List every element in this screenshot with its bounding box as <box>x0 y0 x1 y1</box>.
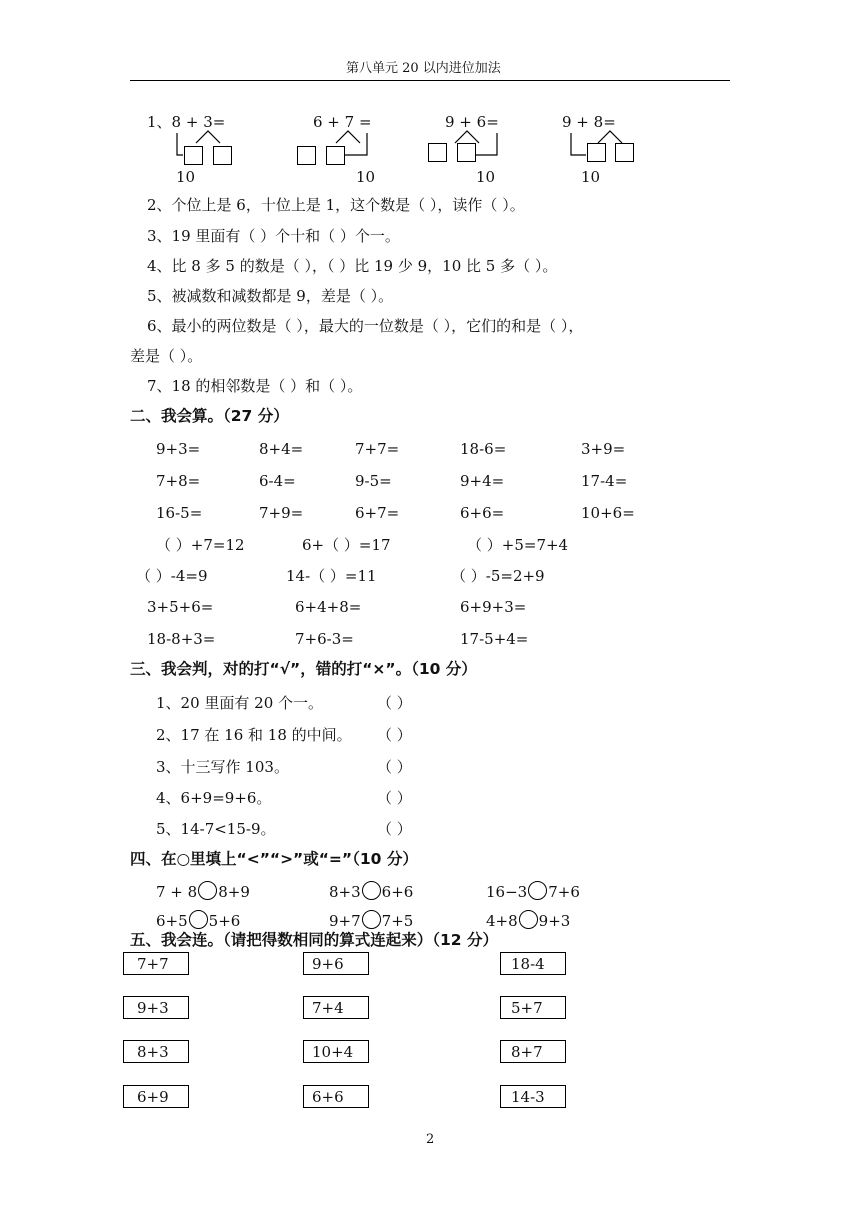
split-ten-label: 10 <box>356 168 376 186</box>
match-box[interactable]: 8+7 <box>500 1040 566 1063</box>
compare-circle[interactable] <box>362 910 381 929</box>
match-box[interactable]: 18-4 <box>500 952 566 975</box>
judge-item: 5、14-7<15-9。 <box>156 820 276 838</box>
calc-item: （ ）+7=12 <box>156 536 245 554</box>
calc-item: 6+7= <box>355 504 400 522</box>
calc-item: 16-5= <box>156 504 203 522</box>
question-7: 7、18 的相邻数是（ ）和（ ）。 <box>147 377 363 395</box>
match-box[interactable]: 7+7 <box>123 952 189 975</box>
calc-item: （ ）-4=9 <box>136 567 208 585</box>
calc-item: 7+6-3= <box>295 630 354 648</box>
split-diagram-strokes <box>0 0 860 200</box>
compare-left: 16−3 <box>486 883 528 901</box>
calc-item: 9+3= <box>156 440 201 458</box>
calc-item: 18-6= <box>460 440 507 458</box>
compare-circle[interactable] <box>198 881 217 900</box>
section-3-title: 三、我会判，对的打“√”，错的打“×”。（10 分） <box>130 660 477 678</box>
calc-item: 14-（ ）=11 <box>286 567 377 585</box>
judge-item: 4、6+9=9+6。 <box>156 789 272 807</box>
split-problem-4-expr: 9 + 8= <box>562 113 616 131</box>
split-problem-3-expr: 9 + 6= <box>445 113 499 131</box>
calc-item: 7+9= <box>259 504 304 522</box>
match-box[interactable]: 5+7 <box>500 996 566 1019</box>
compare-right: 5+6 <box>208 912 241 930</box>
question-6-continued: 差是（ ）。 <box>130 347 203 365</box>
calc-item: 7+7= <box>355 440 400 458</box>
match-box[interactable]: 6+6 <box>303 1085 369 1108</box>
question-3: 3、19 里面有（ ）个十和（ ）个一。 <box>147 227 400 245</box>
compare-circle[interactable] <box>528 881 547 900</box>
section-2-title: 二、我会算。（27 分） <box>130 407 289 425</box>
question-2: 2、个位上是 6，十位上是 1，这个数是（ ），读作（ ）。 <box>147 196 525 214</box>
judge-answer-paren[interactable]: （ ） <box>377 820 412 838</box>
compare-right: 6+6 <box>381 883 414 901</box>
compare-circle[interactable] <box>189 910 208 929</box>
answer-box[interactable] <box>587 143 606 162</box>
split-ten-label: 10 <box>581 168 601 186</box>
match-box[interactable]: 14-3 <box>500 1085 566 1108</box>
calc-item: 6+6= <box>460 504 505 522</box>
compare-item <box>486 910 570 929</box>
calc-item: （ ）-5=2+9 <box>451 567 545 585</box>
judge-answer-paren[interactable]: （ ） <box>377 789 412 807</box>
compare-circle[interactable] <box>519 910 538 929</box>
page-header-title: 第八单元 20 以内进位加法 <box>346 61 501 76</box>
calc-item: 8+4= <box>259 440 304 458</box>
section-4-title: 四、在○里填上“<”“>”或“=”（10 分） <box>130 850 418 868</box>
split-problem-1-expr: 1、8 + 3= <box>147 113 226 131</box>
match-box[interactable]: 9+3 <box>123 996 189 1019</box>
match-box[interactable]: 8+3 <box>123 1040 189 1063</box>
compare-right: 9+3 <box>538 912 571 930</box>
compare-item <box>329 910 413 929</box>
answer-box[interactable] <box>428 143 447 162</box>
judge-answer-paren[interactable]: （ ） <box>377 726 412 744</box>
compare-item <box>486 881 580 900</box>
judge-answer-paren[interactable]: （ ） <box>377 694 412 712</box>
compare-circle[interactable] <box>362 881 381 900</box>
compare-left: 8+3 <box>329 883 361 901</box>
calc-item: 17-5+4= <box>460 630 529 648</box>
compare-item <box>156 881 250 900</box>
judge-item: 1、20 里面有 20 个一。 <box>156 694 324 712</box>
match-box[interactable]: 7+4 <box>303 996 369 1019</box>
calc-item: 17-4= <box>581 472 628 490</box>
calc-item: 6+（ ）=17 <box>302 536 391 554</box>
compare-right: 8+9 <box>218 883 250 901</box>
compare-item <box>156 910 240 929</box>
page-number: 2 <box>426 1132 435 1147</box>
calc-item: 6+9+3= <box>460 598 527 616</box>
compare-left: 4+8 <box>486 912 518 930</box>
calc-item: 6-4= <box>259 472 296 490</box>
match-box[interactable]: 10+4 <box>303 1040 369 1063</box>
judge-item: 3、十三写作 103。 <box>156 758 289 776</box>
judge-item: 2、17 在 16 和 18 的中间。 <box>156 726 352 744</box>
calc-item: 3+9= <box>581 440 626 458</box>
calc-item: （ ）+5=7+4 <box>467 536 569 554</box>
split-problem-2-expr: 6 + 7 = <box>313 113 372 131</box>
answer-box[interactable] <box>213 146 232 165</box>
calc-item: 18-8+3= <box>147 630 216 648</box>
answer-box[interactable] <box>615 143 634 162</box>
answer-box[interactable] <box>184 146 203 165</box>
question-4: 4、比 8 多 5 的数是（ ），（ ）比 19 少 9，10 比 5 多（ ）。 <box>147 257 558 275</box>
answer-box[interactable] <box>457 143 476 162</box>
answer-box[interactable] <box>297 146 316 165</box>
split-ten-label: 10 <box>176 168 196 186</box>
compare-right: 7+6 <box>548 883 580 901</box>
calc-item: 9+4= <box>460 472 505 490</box>
calc-item: 7+8= <box>156 472 201 490</box>
split-ten-label: 10 <box>476 168 496 186</box>
calc-item: 6+4+8= <box>295 598 362 616</box>
calc-item: 10+6= <box>581 504 635 522</box>
calc-item: 9-5= <box>355 472 392 490</box>
compare-left: 7 + 8 <box>156 883 198 901</box>
answer-box[interactable] <box>326 146 345 165</box>
match-box[interactable]: 9+6 <box>303 952 369 975</box>
match-box[interactable]: 6+9 <box>123 1085 189 1108</box>
calc-item: 3+5+6= <box>147 598 214 616</box>
judge-answer-paren[interactable]: （ ） <box>377 758 412 776</box>
compare-right: 7+5 <box>381 912 414 930</box>
compare-left: 6+5 <box>156 912 188 930</box>
compare-item <box>329 881 413 900</box>
compare-left: 9+7 <box>329 912 361 930</box>
question-5: 5、被减数和减数都是 9，差是（ ）。 <box>147 287 394 305</box>
question-6: 6、最小的两位数是（ ），最大的一位数是（ ），它们的和是（ ）， <box>147 317 584 335</box>
section-5-title: 五、我会连。（请把得数相同的算式连起来）（12 分） <box>130 931 498 949</box>
